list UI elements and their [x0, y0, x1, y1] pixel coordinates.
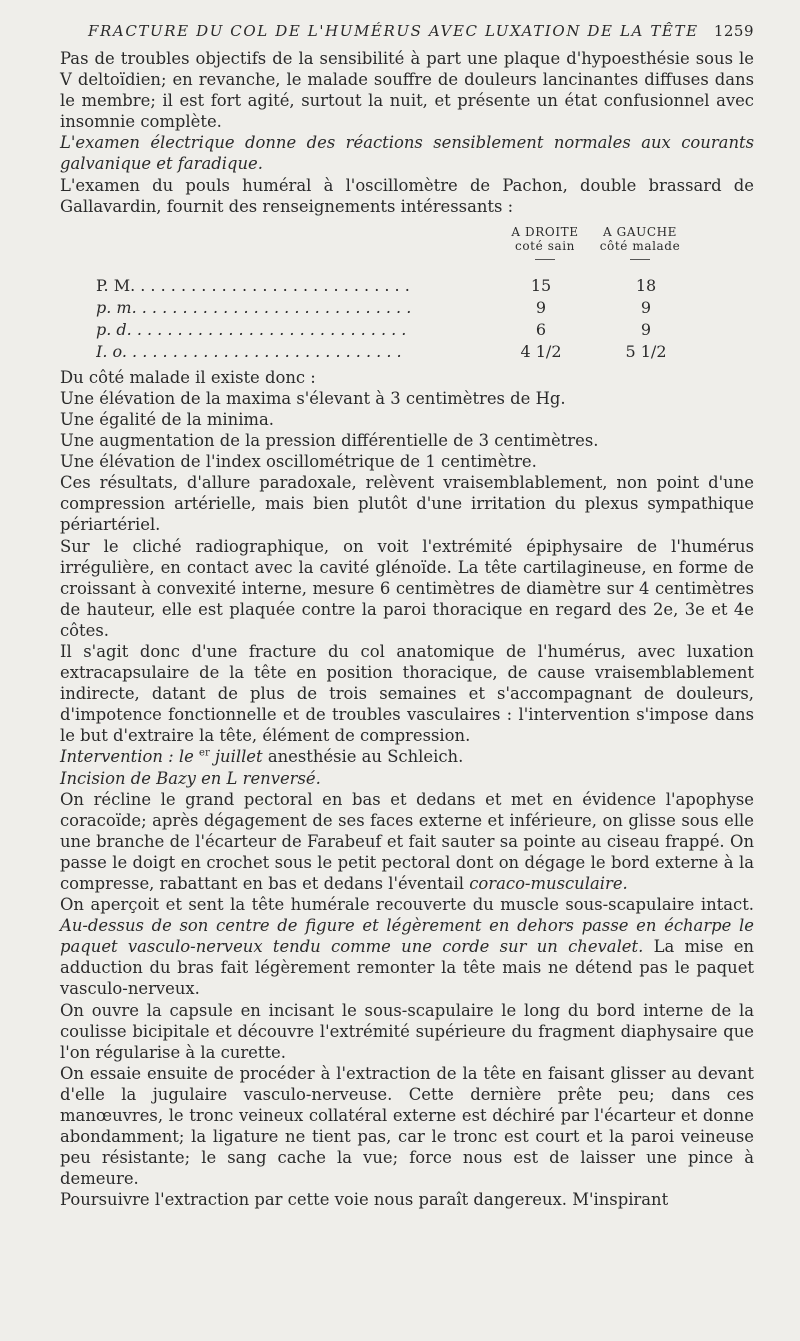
- value-right: 15: [530, 275, 552, 295]
- value-right: 6: [535, 319, 547, 339]
- paragraph: L'examen électrique donne des réactions sensiblement normales aux courants galvanique et faradique.: [60, 133, 754, 174]
- header-dash: [630, 259, 650, 260]
- body-text: [60, 48, 754, 1211]
- paragraph-text: On aperçoit et sent la tête humérale recouverte du muscle sous-scapulaire intact.: [60, 895, 754, 915]
- incision-line: Incision de Bazy en L renversé.: [60, 768, 321, 788]
- paragraph: Du côté malade il existe donc :: [60, 367, 316, 387]
- row-label: p. m. . . . . . . . . . . . . . . . . . . . . . . . . . . .: [96, 297, 412, 317]
- running-title: FRACTURE DU COL DE L'HUMÉRUS AVEC LUXATION DE LA TÊTE: [88, 22, 699, 40]
- row-label: I. o. . . . . . . . . . . . . . . . . . . . . . . . . . . .: [96, 341, 402, 361]
- table-row: [96, 319, 716, 340]
- header-line: A DROITE: [511, 224, 579, 239]
- header-line: côté malade: [599, 238, 681, 253]
- value-right: 4 1/2: [520, 341, 562, 361]
- table-row: [96, 341, 716, 362]
- table-header-right: [500, 225, 590, 260]
- paragraph: On ouvre la capsule en incisant le sous-scapulaire le long du bord interne de la coulisse bicipitale et découvre l'extrémité supérieure du fragment diaphysaire que l'on régularise à la curette.: [60, 1000, 754, 1062]
- paragraph: L'examen du pouls huméral à l'oscillomètre de Pachon, double brassard de Gallavardin, fournit des renseignements intéressants :: [60, 175, 754, 216]
- table-row: [96, 275, 716, 296]
- table-header-left: [590, 225, 690, 260]
- paragraph: Poursuivre l'extraction par cette voie nous paraît dangereux. M'inspirant: [60, 1190, 669, 1210]
- value-left: 9: [640, 297, 652, 317]
- value-left: 9: [640, 319, 652, 339]
- paragraph-text: La mise en adduction du bras fait légèrement remonter la tête mais ne détend pas le paquet vasculo-nerveux.: [60, 937, 754, 999]
- running-header: [60, 18, 754, 48]
- paragraph-italic: Au-dessus de son centre de figure et légèrement en dehors passe en écharpe le paquet vasculo-nerveux tendu comme une corde sur un chevalet.: [60, 916, 754, 957]
- paragraph: [60, 894, 754, 999]
- intervention-date: juillet: [209, 747, 263, 767]
- paragraph: Une élévation de la maxima s'élevant à 3 centimètres de Hg.: [60, 388, 566, 408]
- ordinal-suffix: er: [199, 747, 210, 759]
- row-label: P. M. . . . . . . . . . . . . . . . . . . . . . . . . . . .: [96, 275, 410, 295]
- paragraph: [60, 789, 754, 894]
- page-number: 1259: [713, 22, 754, 40]
- oscillometer-table: [60, 225, 754, 361]
- value-left: 5 1/2: [625, 341, 667, 361]
- paragraph: Ces résultats, d'allure paradoxale, relèvent vraisemblablement, non point d'une compression artérielle, mais bien plutôt d'une irritation du plexus sympathique périartériel.: [60, 473, 754, 535]
- table-row: [96, 297, 716, 318]
- paragraph: Sur le cliché radiographique, on voit l'extrémité épiphysaire de l'humérus irrégulière, en contact avec la cavité glénoïde. La tête cartilagineuse, en forme de croissant à convexité interne, mesure 6 centimètres de diamètre sur 4 centimètres de hauteur, elle est plaquée contre la paroi thoracique en regard des 2e, 3e et 4e côtes.: [60, 536, 754, 640]
- paragraph: Pas de troubles objectifs de la sensibilité à part une plaque d'hypoesthésie sous le V deltoïdien; en revanche, le malade souffre de douleurs lancinantes diffuses dans le membre; il est fort agité, surtout la nuit, et présente un état confusionnel avec insomnie complète.: [60, 49, 754, 132]
- intervention-label: Intervention : le: [60, 747, 200, 767]
- paragraph: On essaie ensuite de procéder à l'extraction de la tête en faisant glisser au devant d'elle la jugulaire vasculo-nerveuse. Cette dernière prête peu; dans ces manœuvres, le tronc veineux collatéral externe est déchiré par l'écarteur et donne abondamment; la ligature ne tient pas, car le tronc est court et la paroi veineuse peu résistante; le sang cache la vue; force nous est de laisser une pince à demeure.: [60, 1063, 754, 1189]
- header-line: coté sain: [515, 238, 575, 253]
- value-left: 18: [635, 275, 657, 295]
- paragraph: Une augmentation de la pression différentielle de 3 centimètres.: [60, 431, 599, 451]
- header-dash: [535, 259, 555, 260]
- row-label: p. d. . . . . . . . . . . . . . . . . . . . . . . . . . . .: [96, 319, 407, 339]
- paragraph: Une élévation de l'index oscillométrique de 1 centimètre.: [60, 452, 537, 472]
- paragraph-italic: coraco-musculaire.: [469, 874, 628, 893]
- intervention-detail: anesthésie au Schleich.: [262, 747, 464, 767]
- paragraph: Il s'agit donc d'une fracture du col anatomique de l'humérus, avec luxation extracapsulaire de la tête en position thoracique, de cause vraisemblablement indirecte, datant de plus de trois semaines et s'accompagnant de douleurs, d'impotence fonctionnelle et de troubles vasculaires : l'intervention s'impose dans le but d'extraire la tête, élément de compression.: [60, 641, 754, 746]
- intervention-line: [60, 746, 754, 767]
- header-line: A GAUCHE: [602, 224, 678, 239]
- value-right: 9: [535, 297, 547, 317]
- paragraph: Une égalité de la minima.: [60, 409, 274, 429]
- paragraph-text: On récline le grand pectoral en bas et dedans et met en évidence l'apophyse coracoïde; après dégagement de ses faces externe et inférieure, on glisse sous elle une branche de l'écarteur de Farabeuf et fait sauter sa pointe au ciseau frappé. On passe le doigt en crochet sous le petit pectoral dont on dégage le bord externe à la compresse, rabattant en bas et dedans l'éventail: [60, 789, 754, 893]
